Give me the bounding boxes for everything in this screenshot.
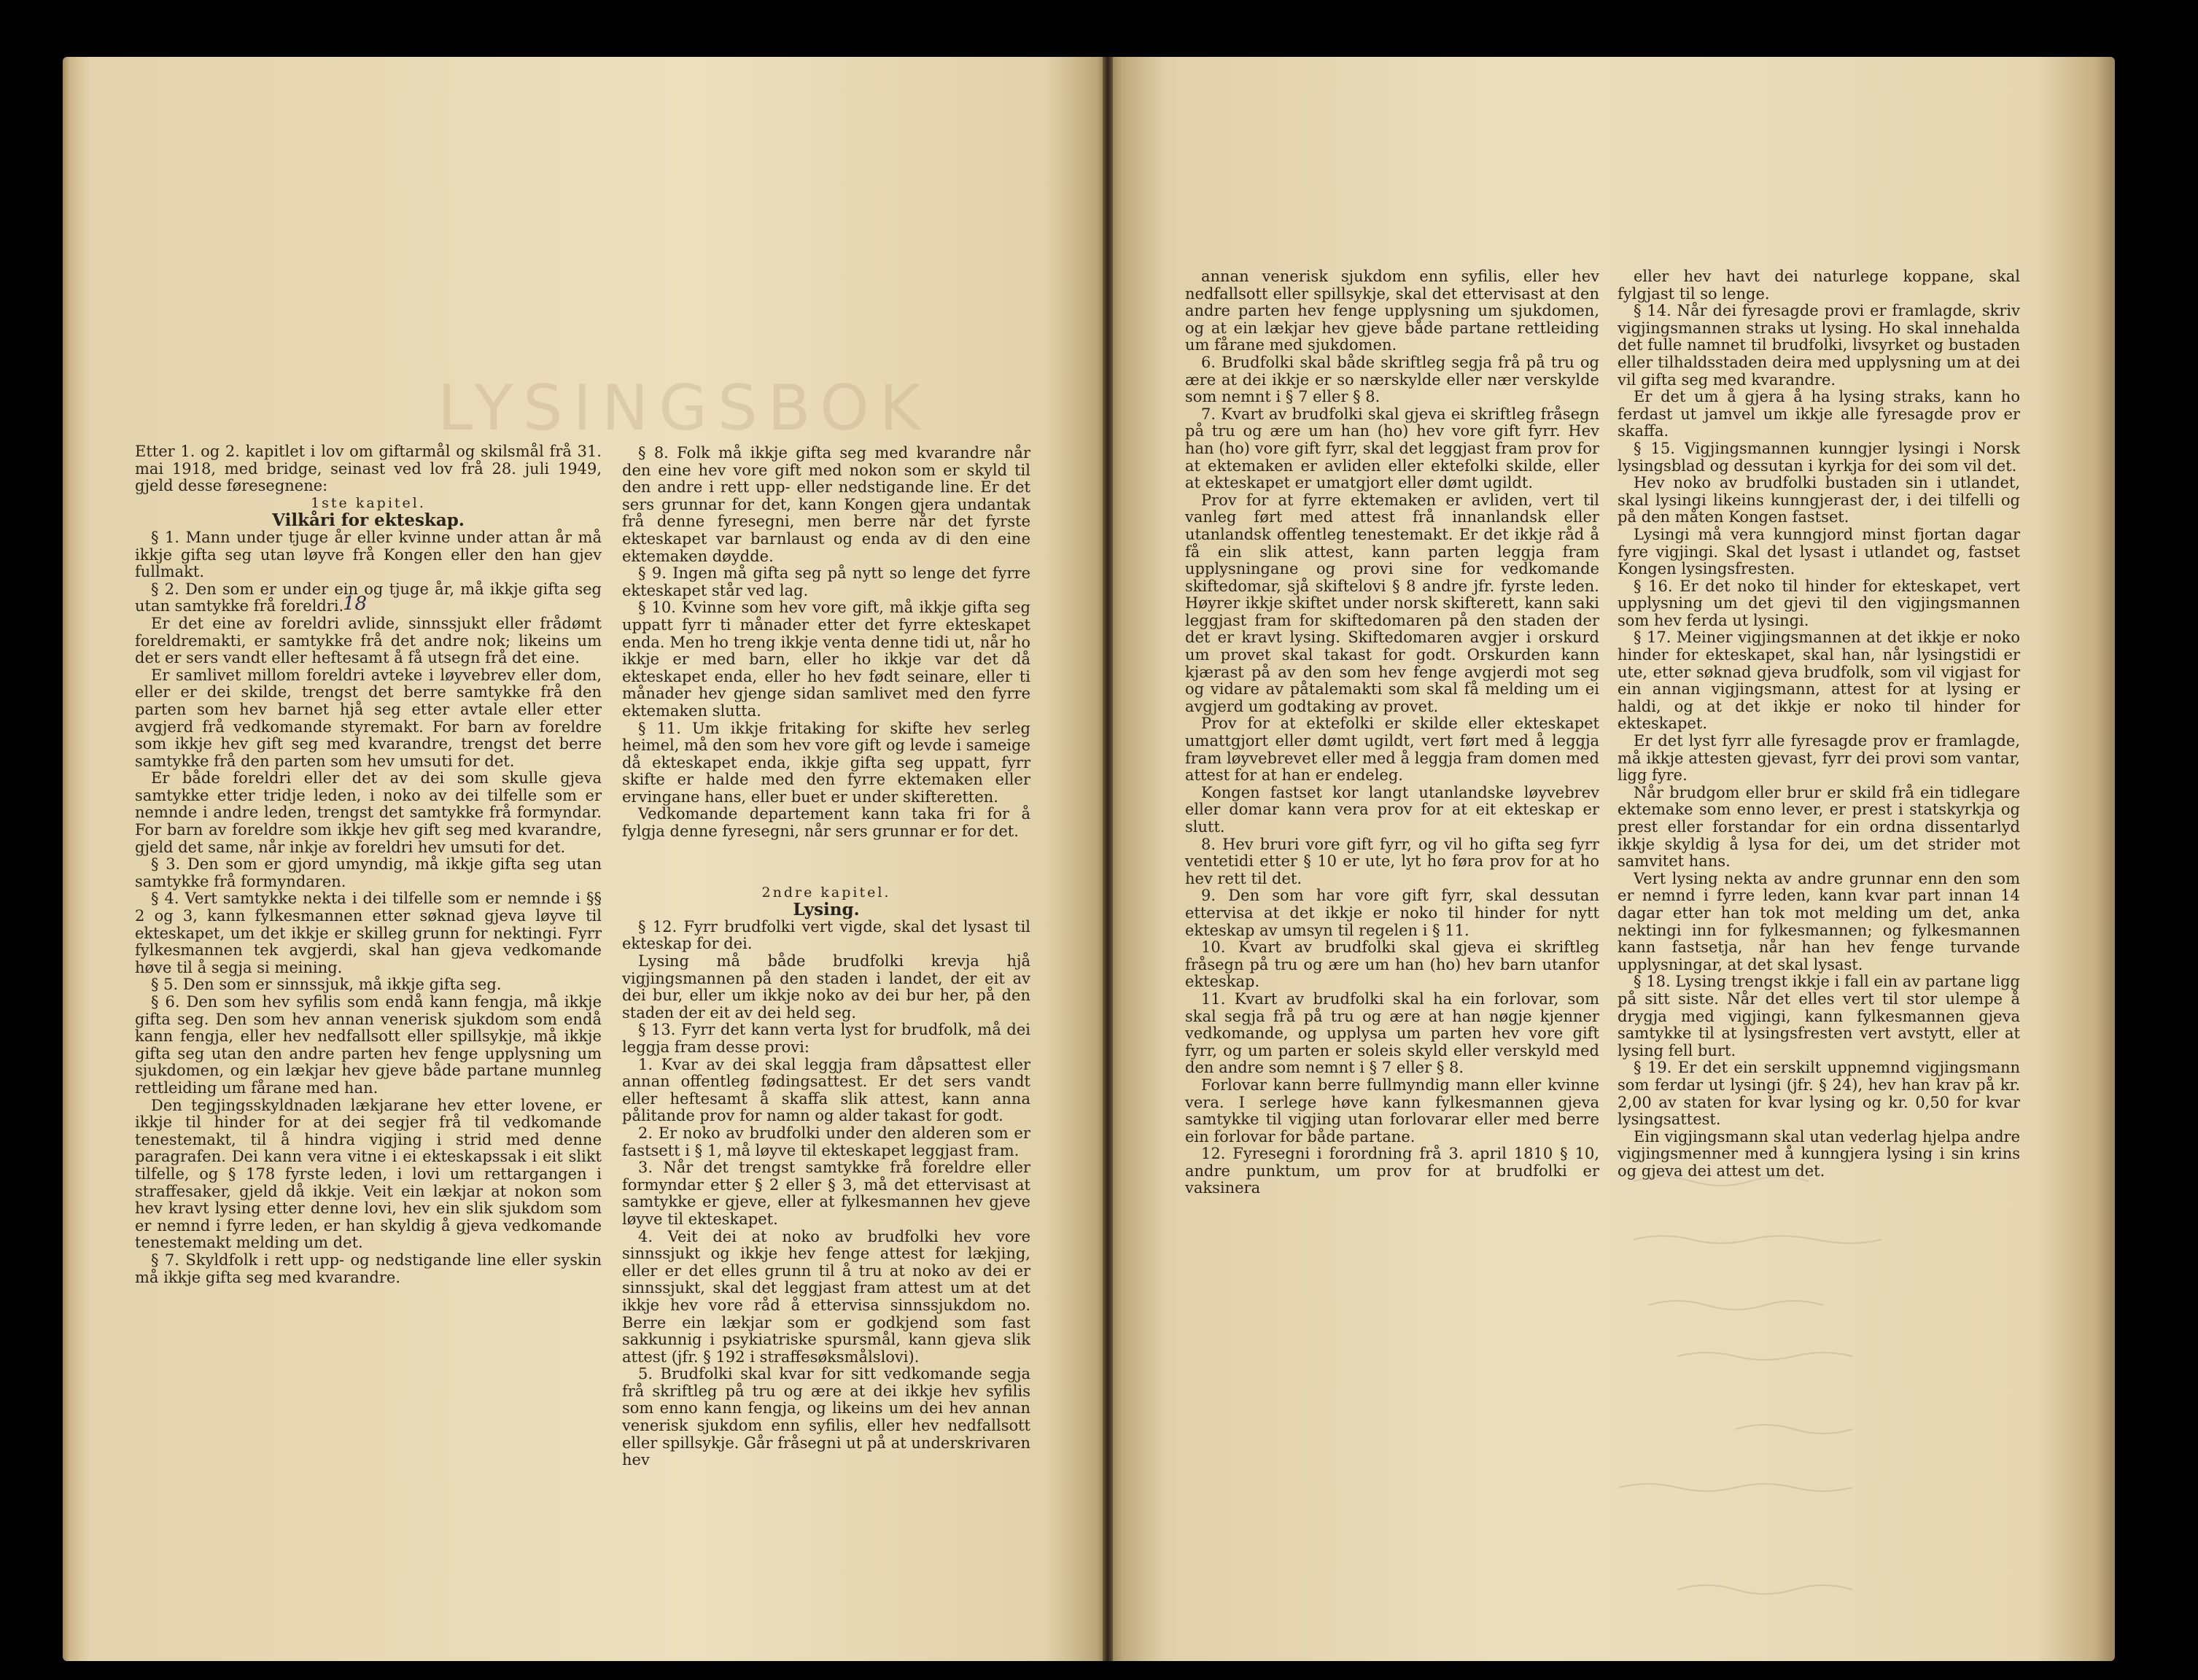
paragraph: 6. Brudfolki skal både skriftleg segja frå på tru og ære at dei ikkje er so nærskylde eller nær verskylde som nemnt i § 7 eller § 8. xyxy=(1185,353,1599,406)
chapter-1-title: 1ste kapitel. xyxy=(311,494,426,511)
paragraph: § 7. Skyldfolk i rett upp- og nedstigande line eller syskin må ikkje gifta seg med kvarandre. xyxy=(135,1251,602,1286)
paragraph: § 4. Vert samtykke nekta i dei tilfelle som er nemnde i §§ 2 og 3, kann fylkesmannen etter søknad gjeva løyve til ekteskapet, um det ikkje er skilleg grunn for nektingi. Fyrr fylkesmannen tek avgjerdi, skal han gjeva vedkomande høve til å segja si meining. xyxy=(135,890,602,976)
paragraph: § 9. Ingen må gifta seg på nytt so lenge det fyrre ekteskapet står ved lag. xyxy=(622,564,1030,599)
paragraph: 5. Brudfolki skal kvar for sitt vedkomande segja frå skriftleg på tru og ære at dei ikkje hev syfilis som enno kann fengja, og likeins um dei hev annan venerisk sjukdom enn syfilis, eller hev nedfallsott eller spillsykje. Går fråsegni ut på at underskrivaren hev xyxy=(622,1365,1030,1469)
paragraph: § 17. Meiner vigjingsmannen at det ikkje er noko hinder for ekteskapet, skal han, når lysingstidi er ute, etter søknad gjeva brudfolk, som vil vigjast for ein annan vigjingsmann, attest for at lysing er haldi, og at det ikkje er noko til hinder for ekteskapet. xyxy=(1618,629,2020,733)
intro-paragraph: Etter 1. og 2. kapitlet i lov om giftarmål og skilsmål frå 31. mai 1918, med bridge, seinast ved lov frå 28. juli 1949, gjeld desse føresegnene: xyxy=(135,443,602,495)
paragraph: § 8. Folk må ikkje gifta seg med kvarandre når den eine hev vore gift med nokon som er skyld til den andre i rett upp- eller nedstigande line. Er det sers grunnar for det, kann Kongen gjera undantak frå denne fyresegni, men berre når det fyrste ekteskapet var barnlaust og enda av di den eine ektemaken døydde. xyxy=(622,444,1030,565)
paragraph: § 3. Den som er gjord umyndig, må ikkje gifta seg utan samtykke frå formyndaren. xyxy=(135,855,602,890)
paragraph: Lysingi må vera kunngjord minst fjortan dagar fyre vigjingi. Skal det lysast i utlandet og, fastset Kongen lysingsfresten. xyxy=(1618,525,2020,578)
paragraph: § 16. Er det noko til hinder for ekteskapet, vert upplysning um det gjevi til den vigjingsmannen som hev ferda ut lysingi. xyxy=(1618,577,2020,629)
paragraph: Vert lysing nekta av andre grunnar enn den som er nemnd i fyrre leden, kann kvar part innan 14 dagar etter han tok mot melding um det, anka nektingi inn for fylkesmannen; og fylkesmannen kann fastsetja, når han hev fenge turvande upplysningar, at det skal lysast. xyxy=(1618,869,2020,973)
paragraph: Er samlivet millom foreldri avteke i løyvebrev eller dom, eller er dei skilde, trengst det berre samtykke frå den parten som hev barnet hjå seg etter avtale eller etter avgjerd frå vedkomande styremakt. For barn av foreldre som ikkje hev gift seg med kvarandre, trengst det berre samtykke frå den parten som hev umsuti for det. xyxy=(135,666,602,770)
paragraph: 10. Kvart av brudfolki skal gjeva ei skriftleg fråsegn på tru og ære um han (ho) hev barn utanfor ekteskap. xyxy=(1185,938,1599,991)
paragraph: 7. Kvart av brudfolki skal gjeva ei skriftleg fråsegn på tru og ære um han (ho) hev vore gift fyrr. Hev han (ho) vore gift fyrr, skal det leggjast fram prov for at ektemaken er avliden eller ektefolki skilde, eller at ekteskapet er umatgjort eller dømt ugildt. xyxy=(1185,405,1599,492)
paragraph: § 14. Når dei fyresagde provi er framlagde, skriv vigjingsmannen straks ut lysing. Ho skal innehalda det fulle namnet til brudfolki, livsyrket og bustaden eller tilhaldsstaden deira med upplysning um at dei vil gifta seg med kvarandre. xyxy=(1618,302,2020,389)
paragraph: Vedkomande departement kann taka fri for å fylgja denne fyresegni, når sers grunnar er for det. xyxy=(622,805,1030,841)
paragraph: 4. Veit dei at noko av brudfolki hev vore sinnssjukt og ikkje hev fenge attest for lækjing, eller er det elles grunn til å tru at noko av dei er sinnssjukt, skal det leggjast fram attest um at det ikkje hev vore råd å ettervisa sinnssjukdom no. Berre ein lækjar som er godkjend som fast sakkunnig i psykiatriske spursmål, kann gjeva slik attest (jfr. § 192 i straffesøksmålslovi). xyxy=(622,1227,1030,1366)
paragraph: Den tegjingsskyldnaden lækjarane hev etter lovene, er ikkje til hinder for at dei segjer frå til vedkomande tenestemakt, til å hindra vigjing i strid med denne paragrafen. Dei kann vera vitne i ei ekteskapssak i eit slikt tilfelle, og § 178 fyrste leden, i lovi um rettargangen i straffesaker, gjeld då ikkje. Veit ein lækjar at nokon som hev kravt lysing etter denne lovi, hev ein slik sjukdom som er nemnd i fyrre leden, er han skyldig å gjeva vedkomande tenestemakt melding um det. xyxy=(135,1096,602,1252)
faint-stroke xyxy=(1648,1301,1823,1310)
ghost-title: LYSINGSBOK xyxy=(438,372,931,445)
paragraph: § 6. Den som hev syfilis som endå kann fengja, må ikkje gifta seg. Den som hev annan venerisk sjukdom som endå kann fengja, eller hev nedfallsott eller spillsykje, må ikkje gifta seg utan den andre parten hev fenge upplysning um sjukdomen, og ein lækjar hev gjeve både partane munnleg rettleiding um fårane med han. xyxy=(135,993,602,1097)
faint-stroke xyxy=(1736,1425,1852,1434)
paragraph: 1. Kvar av dei skal leggja fram dåpsattest eller annan offentleg fødingsattest. Er det sers vandt eller heftesamt å skaffa slik attest, kann anna pålitande prov for namn og alder takast for godt. xyxy=(622,1055,1030,1125)
paragraph: § 12. Fyrr brudfolki vert vigde, skal det lysast til ekteskap for dei. xyxy=(622,917,1030,953)
paragraph: § 18. Lysing trengst ikkje i fall ein av partane ligg på sitt siste. Når det elles vert til stor ulempe å drygja med vigjingi, kann fylkesmannen gjeva samtykke til at lysingsfresten vert avstytt, eller at lysing fell burt. xyxy=(1618,973,2020,1059)
paragraph: Kongen fastset kor langt utanlandske løyvebrev eller domar kann vera prov for at eit ekteskap er slutt. xyxy=(1185,783,1599,836)
faint-stroke xyxy=(1634,1177,1809,1186)
chapter-2-title: 2ndre kapitel. xyxy=(761,884,891,901)
paragraph: Lysing må både brudfolki krevja hjå vigjingsmannen på den staden i landet, der eit av dei bur, eller um ikkje noko av dei bur her, på den staden der eit av dei held seg. xyxy=(622,952,1030,1022)
paragraph: Er det um å gjera å ha lysing straks, kann ho ferdast ut jamvel um ikkje alle fyresagde prov er skaffa. xyxy=(1618,388,2020,440)
paragraph: § 1. Mann under tjuge år eller kvinne under attan år må ikkje gifta seg utan løyve frå Kongen eller den han gjev fullmakt. xyxy=(135,528,602,581)
paragraph: 2. Er noko av brudfolki under den alderen som er fastsett i § 1, må løyve til ekteskapet leggjast fram. xyxy=(622,1124,1030,1159)
paragraph: Forlovar kann berre fullmyndig mann eller kvinne vera. I serlege høve kann fylkesmannen gjeva samtykke til vigjing utan forlovarar eller med berre ein forlovar for både partane. xyxy=(1185,1076,1599,1146)
faint-stroke xyxy=(1634,1236,1881,1243)
paragraph: 9. Den som har vore gift fyrr, skal dessutan ettervisa at det ikkje er noko til hinder for nytt ekteskap av umsyn til regelen i § 11. xyxy=(1185,887,1599,939)
paragraph: § 15. Vigjingsmannen kunngjer lysingi i Norsk lysingsblad og dessutan i kyrkja for dei som vil det. xyxy=(1618,439,2020,475)
paragraph: § 5. Den som er sinnssjuk, må ikkje gifta seg. xyxy=(151,976,502,994)
chapter-2-heading: Lysing. xyxy=(793,900,860,920)
paragraph: Ein vigjingsmann skal utan vederlag hjelpa andre vigjingsmenner med å kunngjera lysing i sin krins og gjeva dei attest um det. xyxy=(1618,1127,2020,1180)
paragraph: 11. Kvart av brudfolki skal ha ein forlovar, som skal segja frå på tru og ære at han nøgje kjenner vedkomande, og upplysa um parten hev vore gift fyrr, og um parten er soleis skyld eller verskyld med den andre som nemnt i § 7 eller § 8. xyxy=(1185,989,1599,1077)
paragraph: 3. Når det trengst samtykke frå foreldre eller formyndar etter § 2 eller § 3, må det ettervisast at samtykke er gjeve, eller at fylkesmannen hev gjeve løyve til ekteskapet. xyxy=(622,1159,1030,1228)
paragraph: eller hev havt dei naturlege koppane, skal fylgjast til so lenge. xyxy=(1618,268,2020,303)
paragraph: Når brudgom eller brur er skild frå ein tidlegare ektemake som enno lever, er prest i statskyrkja og prest eller forstandar for ein ordna dissentarlyd ikkje skyldig å lysa for dei, um det strider mot samvitet hans. xyxy=(1618,783,2020,871)
paragraph: 12. Fyresegni i forordning frå 3. april 1810 § 10, andre punktum, um prov for at brudfolki er vaksinera xyxy=(1185,1145,1599,1197)
chapter-1-heading: Vilkåri for ekteskap. xyxy=(272,510,465,531)
faint-stroke xyxy=(1677,1585,1852,1594)
faint-stroke xyxy=(1619,1484,1852,1491)
paragraph: annan venerisk sjukdom enn syfilis, eller hev nedfallsott eller spillsykje, skal det ettervisast at den andre parten hev fenge upplysning um sjukdomen, og at ein lækjar hev gjeve både partane rettleiding um fårane med sjukdomen. xyxy=(1185,268,1599,354)
paragraph: Prov for at fyrre ektemaken er avliden, vert til vanleg ført med attest frå innanlandsk eller utanlandsk offentleg tenestemakt. Er det ikkje råd å få ein slik attest, kann parten leggja fram upplysningane og provi sine for vedkomande skiftedomar, sjå skiftelovi § 8 andre jfr. fyrste leden. Høyrer ikkje skiftet under norsk skifterett, kann saki leggjast fram for skiftedomaren på den staden der det er kravt lysing. Skiftedomaren avgjer i orskurd um provet skal takast for godt. Orskurden kann kjærast på av den som hev fenge avgjerdi mot seg og vidare av påtalemakti som skal få melding um ei avgjerd um godtaking av provet. xyxy=(1185,491,1599,715)
faint-stroke xyxy=(1677,1353,1852,1360)
handwritten-correction: 18 xyxy=(343,593,368,615)
paragraph: § 11. Um ikkje fritaking for skifte hev serleg heimel, må den som hev vore gift og levde i sameige då ekteskapet enda, ikkje gifta seg uppatt, fyrr skifte er halde med den fyrre ektemaken eller ervingane hans, eller buet er under skifteretten. xyxy=(622,719,1030,806)
paragraph: § 10. Kvinne som hev vore gift, må ikkje gifta seg uppatt fyrr ti månader etter det fyrre ekteskapet enda. Men ho treng ikkje venta denne tidi ut, når ho ikkje er med barn, eller ho ikkje var det då ekteskapet enda, eller ho hev født seinare, eller ti månader hev gjenge sidan samlivet med den fyrre ektemaken slutta. xyxy=(622,599,1030,720)
paragraph: Er det eine av foreldri avlide, sinnssjukt eller frådømt foreldremakti, er samtykke frå det andre nok; likeins um det er sers vandt eller heftesamt å få utsegn frå det eine. xyxy=(135,614,602,667)
paragraph: Er både foreldri eller det av dei som skulle gjeva samtykke etter tridje leden, i noko av dei tilfelle som er nemnde i andre leden, trengst det samtykke frå formyndar. For barn av foreldre som ikkje hev gift seg med kvarandre, gjeld det same, når inkje av foreldri hev umsuti for det. xyxy=(135,769,602,856)
paragraph: § 2. Den som er under ein og tjuge år, må ikkje gifta seg utan samtykke frå foreldri. xyxy=(135,580,602,615)
paragraph: § 13. Fyrr det kann verta lyst for brudfolk, må dei leggja fram desse provi: xyxy=(622,1021,1030,1056)
paragraph: Hev noko av brudfolki bustaden sin i utlandet, skal lysingi likeins kunngjerast der, i dei tilfelli og på den måten Kongen fastset. xyxy=(1618,474,2020,526)
paragraph: Er det lyst fyrr alle fyresagde prov er framlagde, må ikkje attesten gjevast, fyrr dei provi som vantar, ligg fyre. xyxy=(1618,732,2020,785)
paragraph: 8. Hev bruri vore gift fyrr, og vil ho gifta seg fyrr ventetidi etter § 10 er ute, lyt ho føra prov for at ho hev rett til det. xyxy=(1185,835,1599,887)
paragraph: Prov for at ektefolki er skilde eller ekteskapet umattgjort eller dømt ugildt, vert ført med å leggja fram løyvebrevet eller med å leggja fram domen med attest for at han er endeleg. xyxy=(1185,715,1599,785)
paragraph: § 19. Er det ein serskilt uppnemnd vigjingsmann som ferdar ut lysingi (jfr. § 24), hev han krav på kr. 2,00 av staten for kvar lysing og kr. 0,50 for kvar lysingsattest. xyxy=(1618,1059,2020,1129)
